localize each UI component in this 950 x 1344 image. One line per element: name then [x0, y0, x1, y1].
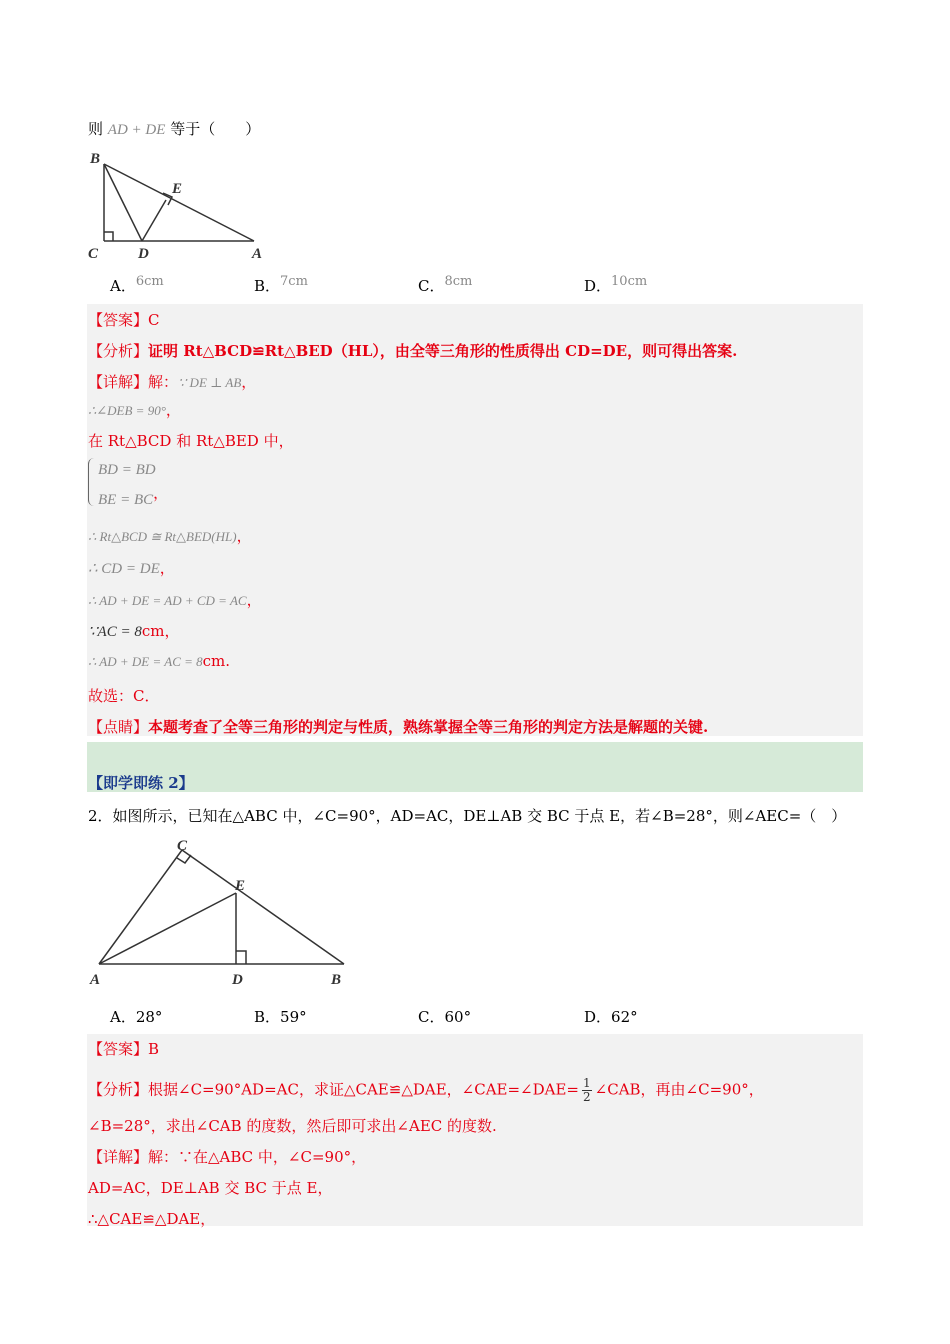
q2-label-A: A — [90, 972, 101, 988]
section-header — [87, 742, 863, 792]
q2-option-b[interactable]: B．59° — [254, 1008, 307, 1026]
q2-label-C: C — [177, 838, 188, 854]
q2-analysis-2: ∠B=28°，求出∠CAB 的度数，然后即可求出∠AEC 的度数. — [88, 1117, 497, 1135]
q1-detail-8: ∴ AD + DE = AD + CD = AC， — [88, 591, 262, 609]
section-title: 【即学即练 2】 — [88, 774, 194, 792]
q1-stem-prefix: 则 — [88, 120, 104, 138]
q1-detail-2: ∴∠DEB = 90°， — [88, 401, 181, 419]
q2-option-c[interactable]: C．60° — [418, 1008, 472, 1026]
q2-detail-1: 【详解】解：∵在△ABC 中，∠C=90°， — [88, 1148, 367, 1166]
q1-detail-6: ∴ Rt△BCD ≅ Rt△BED(HL)， — [88, 527, 252, 545]
q1-label-E: E — [172, 181, 183, 197]
q1-detail-9: ∵AC = 8cm， — [88, 622, 180, 640]
fraction-half: $\frac{1}{2}$ — [583, 1076, 591, 1104]
q2-analysis-1: 【分析】根据∠C=90°AD=AC，求证△CAE≌△DAE，∠CAE=∠DAE= $\frac{1}{2}$ ∠CAB，再由∠C=90°， — [88, 1076, 764, 1104]
q2-detail-2: AD=AC，DE⊥AB 交 BC 于点 E， — [88, 1179, 333, 1197]
q1-label-B: B — [90, 151, 101, 167]
q1-detail-10: ∴ AD + DE = AC = 8cm. — [88, 652, 231, 670]
q1-label-A: A — [252, 246, 263, 262]
q1-comment: 【点睛】本题考查了全等三角形的判定与性质，熟练掌握全等三角形的判定方法是解题的关键. — [88, 718, 709, 736]
q1-figure — [86, 148, 276, 264]
q2-label-B: B — [331, 972, 342, 988]
q2-label-D: D — [232, 972, 243, 988]
q1-label-C: C — [88, 246, 99, 262]
q2-answer: 【答案】B — [88, 1040, 160, 1058]
q2-option-a[interactable]: A．28° — [110, 1008, 163, 1026]
q1-stem — [88, 118, 260, 139]
q2-label-E: E — [235, 878, 246, 894]
q1-detail-5: BE = BC， — [98, 484, 169, 508]
q1-answer: 【答案】C — [88, 311, 160, 329]
q1-stem-math: AD + DE — [107, 122, 166, 138]
q1-brace — [88, 458, 95, 506]
q1-solution-panel — [87, 304, 863, 736]
q1-choose: 故选：C． — [88, 687, 160, 705]
q1-label-D: D — [138, 246, 149, 262]
q1-analysis: 【分析】证明 Rt△BCD≌Rt△BED（HL），由全等三角形的性质得出 CD=DE，则可得出答案. — [88, 342, 738, 360]
q2-option-d[interactable]: D．62° — [584, 1008, 638, 1026]
q1-option-b[interactable]: B．7cm — [254, 274, 308, 295]
q1-option-d[interactable]: D．10cm — [584, 274, 648, 295]
q1-detail-1: 【详解】解：∵ DE ⊥ AB， — [88, 373, 257, 391]
q1-option-c[interactable]: C．8cm — [418, 274, 473, 295]
q1-detail-7: ∴ CD = DE， — [88, 559, 175, 577]
q2-detail-3: ∴△CAE≌△DAE， — [88, 1210, 216, 1228]
q1-detail-4: BD = BD — [98, 462, 156, 478]
q2-stem: 2．如图所示，已知在△ABC 中，∠C=90°，AD=AC，DE⊥AB 交 BC 于点 E，若∠B=28°，则∠AEC=（ ） — [88, 807, 847, 825]
q1-option-a[interactable]: A．6cm — [110, 274, 164, 295]
q2-figure — [86, 836, 356, 992]
q1-detail-3: 在 Rt△BCD 和 Rt△BED 中， — [88, 432, 294, 450]
q1-stem-suffix: 等于（ ） — [170, 120, 261, 138]
